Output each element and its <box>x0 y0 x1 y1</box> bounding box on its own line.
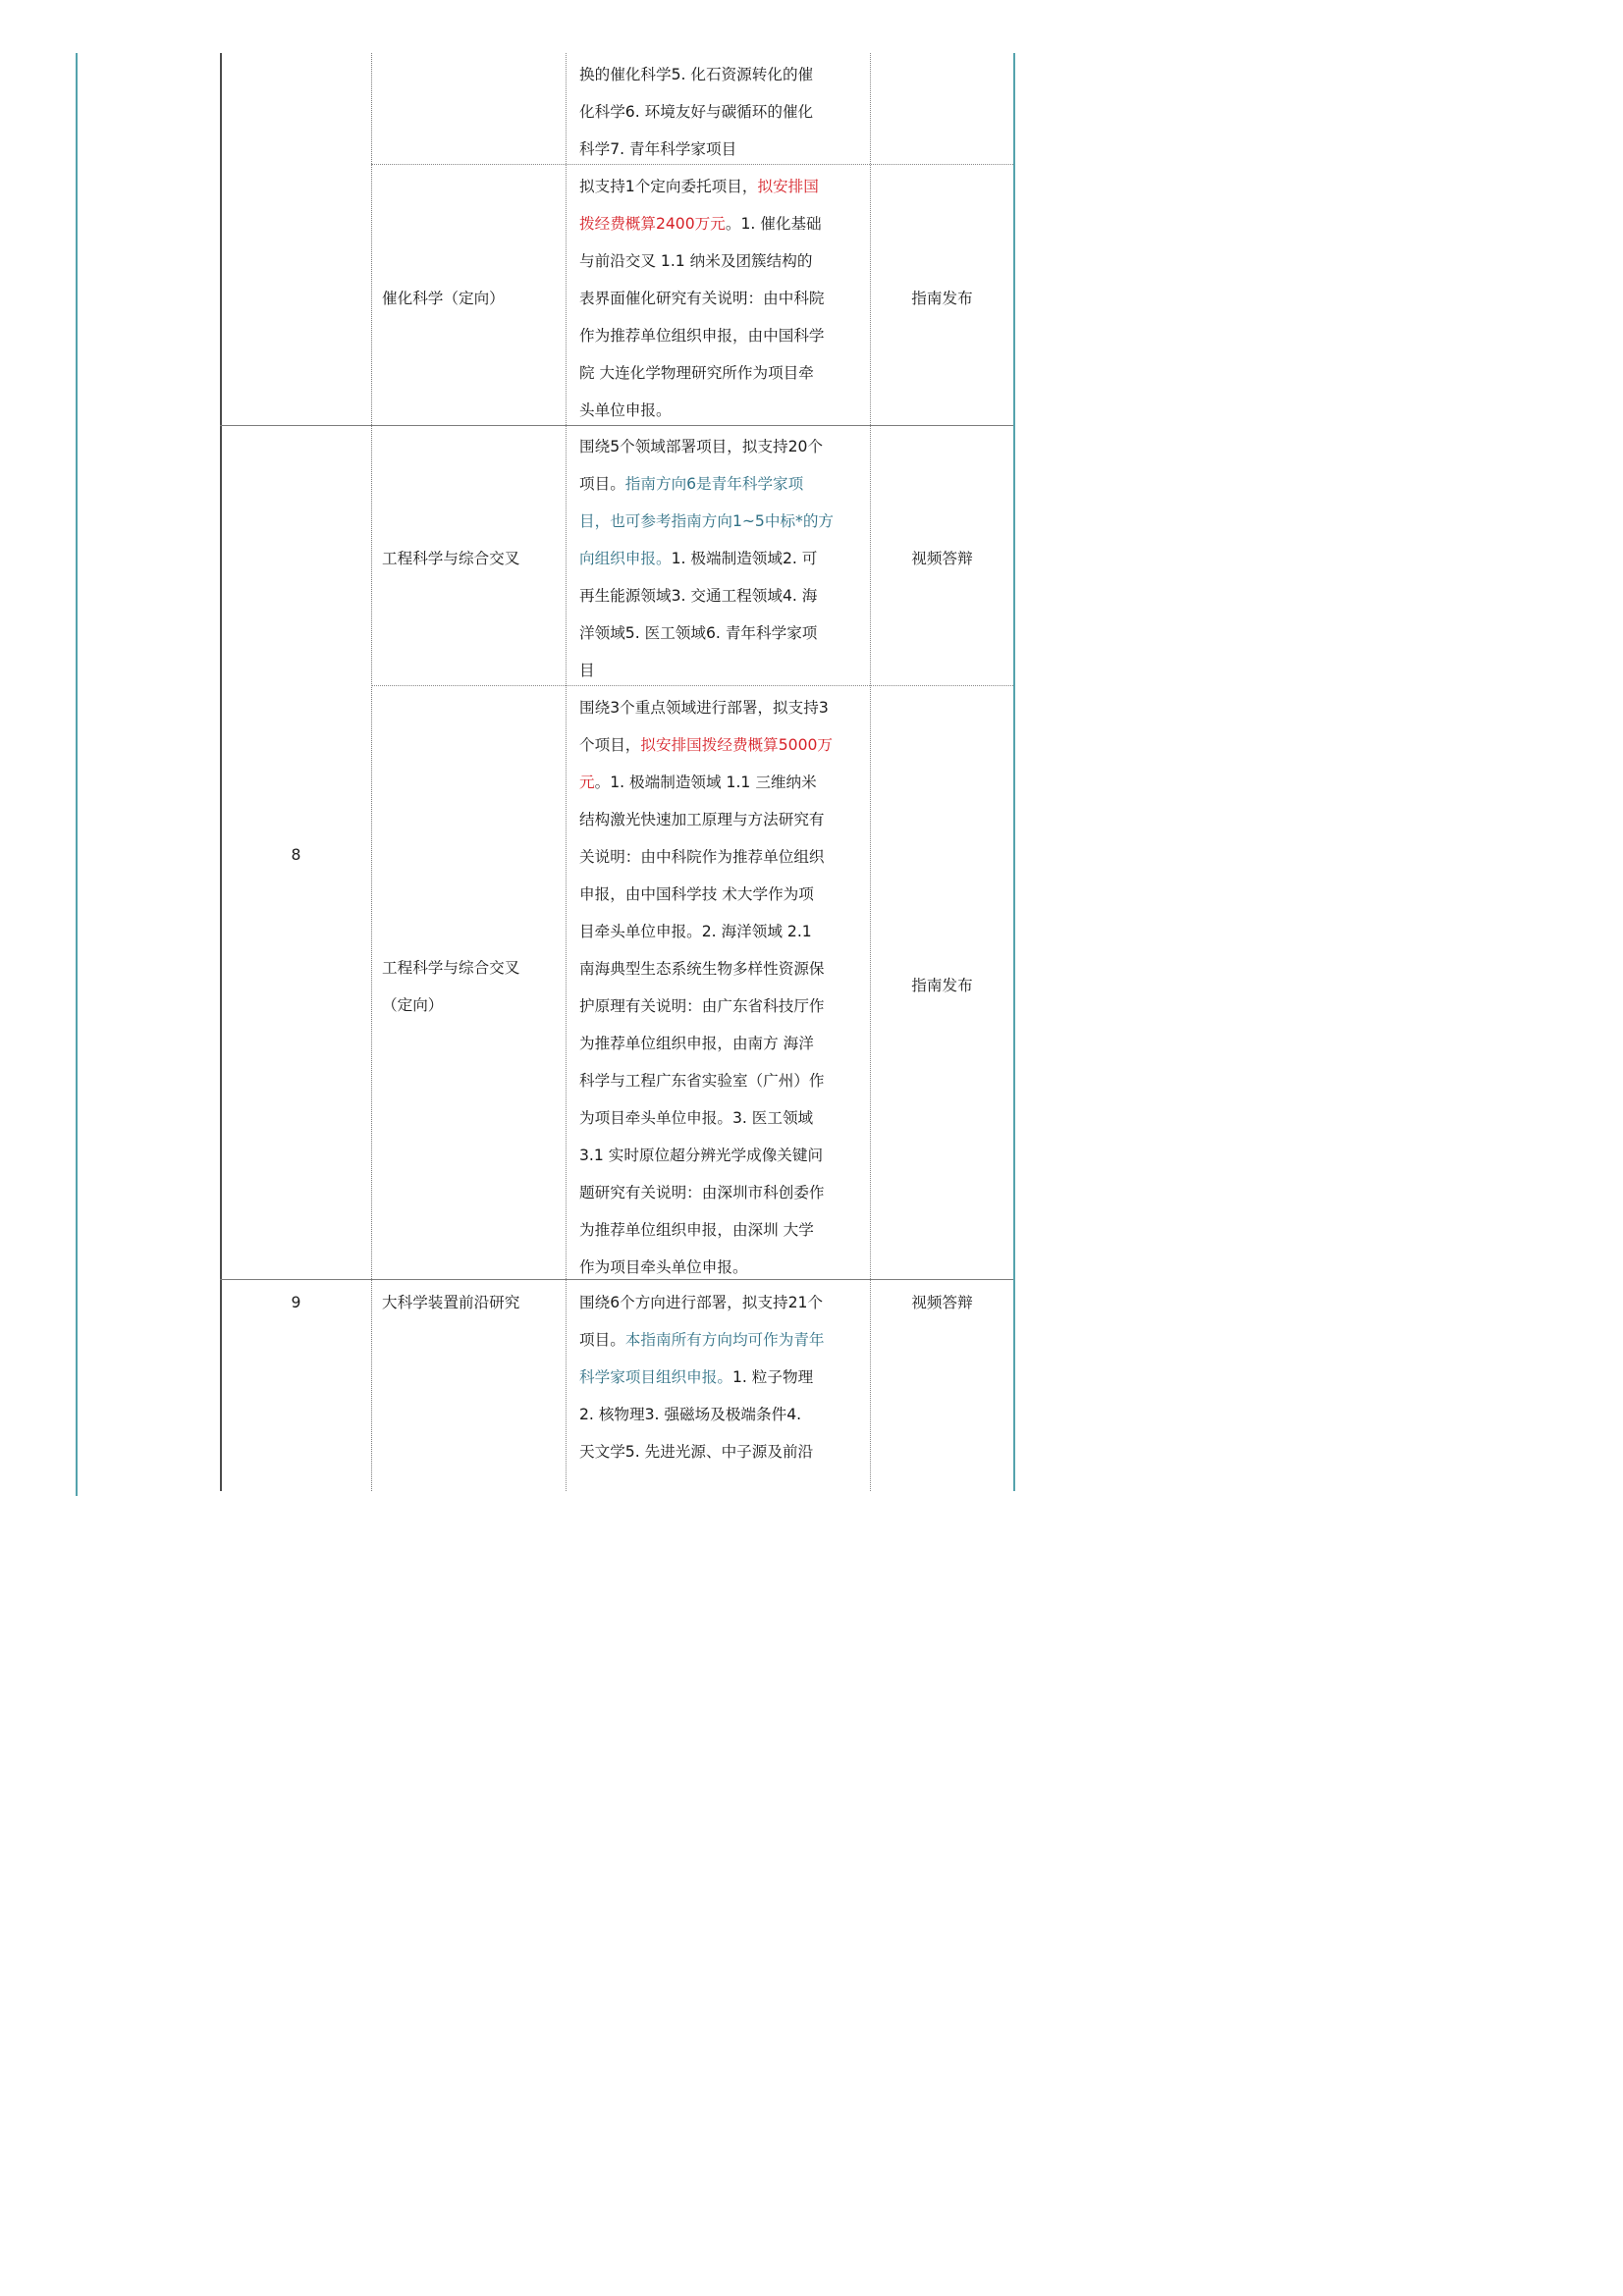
review-method-cell: 指南发布 <box>911 977 973 994</box>
content-text: 3.1 实时原位超分辨光学成像关键问 <box>579 1147 824 1164</box>
review-method-cell: 视频答辩 <box>911 550 973 567</box>
content-line <box>579 1396 864 1433</box>
content-text: 洋领域5. 医工领域6. 青年科学家项 <box>579 624 818 642</box>
content-line <box>579 1321 864 1359</box>
content-line <box>579 652 864 689</box>
young-scientist-note: 本指南所有方向均可作为青年 <box>624 1331 825 1349</box>
project-name-cell: 工程科学与综合交叉 <box>382 959 520 977</box>
content-text: 申报，由中国科学技 术大学作为项 <box>579 885 814 903</box>
content-line <box>579 242 864 280</box>
content-line <box>579 1174 864 1211</box>
content-text: 再生能源领域3. 交通工程领域4. 海 <box>579 587 818 605</box>
funding-highlight: 拟安排国 <box>757 178 819 195</box>
content-text: 结构激光快速加工原理与方法研究有 <box>579 811 825 828</box>
content-line <box>579 614 864 652</box>
funding-highlight: 拟安排国拨经费概算5000万 <box>640 736 834 754</box>
content-text: 。1. 极端制造领域 1.1 三维纳米 <box>594 774 817 791</box>
table-border-right <box>1013 53 1015 1491</box>
content-line <box>579 280 864 317</box>
content-line <box>579 801 864 838</box>
content-line <box>579 1359 864 1396</box>
content-cell <box>579 168 864 429</box>
content-text: 为推荐单位组织申报，由深圳 大学 <box>579 1221 814 1239</box>
table-border-left <box>76 53 78 1496</box>
content-cell <box>579 56 864 168</box>
content-line <box>579 131 864 168</box>
content-cell <box>579 428 864 689</box>
content-text: 表界面催化研究有关说明：由中科院 <box>579 290 825 307</box>
content-line <box>579 726 864 764</box>
column-divider-3 <box>566 53 567 1491</box>
content-text: 科学与工程广东省实验室（广州）作 <box>579 1072 825 1090</box>
content-line <box>579 988 864 1025</box>
content-text: 关说明：由中科院作为推荐单位组织 <box>579 848 825 866</box>
content-line <box>579 317 864 354</box>
content-text: 1. 粒子物理 <box>731 1368 814 1386</box>
content-text: 科学7. 青年科学家项目 <box>579 140 737 158</box>
content-text: 目牵头单位申报。2. 海洋领域 2.1 <box>579 923 812 940</box>
project-name-cell: 催化科学（定向） <box>382 290 505 307</box>
content-line <box>579 168 864 205</box>
content-text: 1. 极端制造领域2. 可 <box>671 550 818 567</box>
content-text: 南海典型生态系统生物多样性资源保 <box>579 960 825 978</box>
content-line <box>579 205 864 242</box>
content-text: 题研究有关说明：由深圳市科创委作 <box>579 1184 825 1201</box>
project-name-cell-line2: （定向） <box>382 996 444 1014</box>
column-divider-1 <box>220 53 222 1491</box>
project-name-cell: 工程科学与综合交叉 <box>382 550 520 567</box>
content-line <box>579 689 864 726</box>
content-line <box>579 392 864 429</box>
young-scientist-note: 目，也可参考指南方向1~5中标*的方 <box>579 512 835 530</box>
content-text: 作为项目牵头单位申报。 <box>579 1258 748 1276</box>
content-text: 作为推荐单位组织申报，由中国科学 <box>579 327 825 345</box>
content-line <box>579 1137 864 1174</box>
content-text: 头单位申报。 <box>579 401 672 419</box>
content-text: 院 大连化学物理研究所作为项目牵 <box>579 364 814 382</box>
content-line <box>579 1249 864 1286</box>
content-text: 2. 核物理3. 强磁场及极端条件4. <box>579 1406 802 1423</box>
young-scientist-note: 向组织申报。 <box>579 550 672 567</box>
content-text: 为推荐单位组织申报，由南方 海洋 <box>579 1035 814 1052</box>
content-text: 项目。 <box>579 475 625 493</box>
column-divider-4 <box>870 53 871 1491</box>
content-line <box>579 56 864 93</box>
review-method-cell: 视频答辩 <box>911 1294 973 1311</box>
content-line <box>579 950 864 988</box>
project-name-cell: 大科学装置前沿研究 <box>382 1294 520 1311</box>
content-line <box>579 540 864 577</box>
content-line <box>579 1211 864 1249</box>
content-line <box>579 1284 864 1321</box>
content-text: 为项目牵头单位申报。3. 医工领域 <box>579 1109 814 1127</box>
content-text: 化科学6. 环境友好与碳循环的催化 <box>579 103 814 121</box>
content-text: 换的催化科学5. 化石资源转化的催 <box>579 66 814 83</box>
content-line <box>579 465 864 503</box>
funding-highlight: 拨经费概算2400万元 <box>579 215 726 233</box>
content-line <box>579 1062 864 1099</box>
content-line <box>579 838 864 876</box>
content-line <box>579 876 864 913</box>
funding-highlight: 元 <box>579 774 595 791</box>
review-method-cell: 指南发布 <box>911 290 973 307</box>
content-line <box>579 764 864 801</box>
content-line <box>579 577 864 614</box>
young-scientist-note: 指南方向6是青年科学家项 <box>624 475 804 493</box>
content-text: 项目。 <box>579 1331 625 1349</box>
content-line <box>579 428 864 465</box>
young-scientist-note: 科学家项目组织申报。 <box>579 1368 732 1386</box>
row-number-cell: 8 <box>291 846 301 864</box>
content-text: 围绕5个领域部署项目，拟支持20个 <box>579 438 824 455</box>
content-line <box>579 354 864 392</box>
column-divider-2 <box>371 53 372 1491</box>
content-cell <box>579 689 864 1286</box>
content-text: 天文学5. 先进光源、中子源及前沿 <box>579 1443 814 1461</box>
content-cell <box>579 1284 864 1470</box>
content-line <box>579 1099 864 1137</box>
row-number-cell: 9 <box>291 1294 301 1311</box>
content-text: 个项目， <box>579 736 641 754</box>
content-line <box>579 913 864 950</box>
content-line <box>579 1025 864 1062</box>
content-line <box>579 503 864 540</box>
content-line <box>579 93 864 131</box>
content-text: 与前沿交叉 1.1 纳米及团簇结构的 <box>579 252 813 270</box>
content-line <box>579 1433 864 1470</box>
content-text: 拟支持1个定向委托项目， <box>579 178 758 195</box>
content-text: 护原理有关说明：由广东省科技厅作 <box>579 997 825 1015</box>
content-text: 围绕6个方向进行部署，拟支持21个 <box>579 1294 824 1311</box>
content-text: 目 <box>579 662 595 679</box>
content-text: 。1. 催化基础 <box>725 215 822 233</box>
content-text: 围绕3个重点领域进行部署，拟支持3 <box>579 699 829 717</box>
